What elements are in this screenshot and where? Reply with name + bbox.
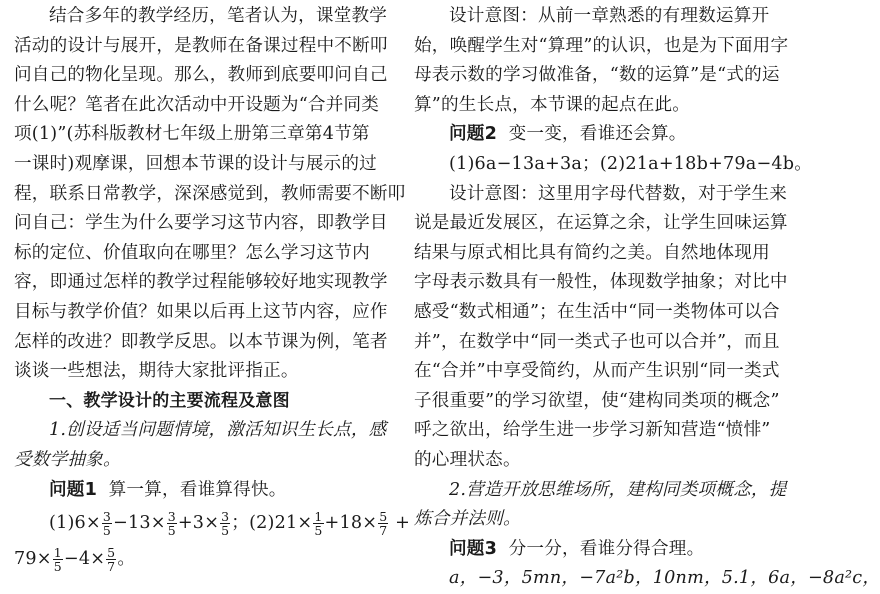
problem-label: 问题3 xyxy=(449,538,498,559)
subsection-heading: 2.营造开放思维场所，建构同类项概念，提 xyxy=(449,479,787,500)
problem-text: 算一算，看谁算得快。 xyxy=(108,479,287,500)
right-column xyxy=(414,2,880,594)
text-line: 标的定位、价值取向在哪里？怎么学习这节内 xyxy=(14,242,370,263)
formula-term: +3× xyxy=(177,513,220,534)
formula-line xyxy=(14,541,390,577)
text-line: 活动的设计与展开，是教师在备课过程中不断叩 xyxy=(14,35,388,56)
text-line: 程，联系日常教学，深深感觉到，教师需要不断叩 xyxy=(14,183,406,204)
text-line: 项(1)”(苏科版教材七年级上册第三章第4节第 xyxy=(14,124,370,145)
text-line: 子很重要”的学习欲望，使“建构同类项的概念” xyxy=(414,390,780,411)
text-line: 结合多年的教学经历，笔者认为，课堂教学 xyxy=(49,6,388,26)
terms-line: a，−3，5mn，−7a²b，10nm，5.1，6a，−8a²c， xyxy=(449,568,880,589)
text-line: 结果与原式相比具有简约之美。自然地体现用 xyxy=(414,242,770,263)
text-line: 什么呢？笔者在此次活动中开设题为“合并同类 xyxy=(14,94,380,115)
text-line: 在“合并”中享受简约，从而产生识别“同一类式 xyxy=(414,361,780,382)
text-line: 怎样的改进？即教学反思。以本节课为例，笔者 xyxy=(14,331,388,352)
text-line: 算”的生长点，本节课的起点在此。 xyxy=(414,94,691,115)
subsection-heading: 1.创设适当问题情境，激活知识生长点，感 xyxy=(49,420,387,441)
fraction: $\frac{3}{5}$ xyxy=(221,508,230,538)
problem-1 xyxy=(14,476,390,506)
text-line: 字母表示数具有一般性，体现数学抽象；对比中 xyxy=(414,272,788,293)
formula-line xyxy=(14,505,411,541)
fraction: $\frac{1}{5}$ xyxy=(53,544,62,574)
formula-sep: ； xyxy=(231,513,250,534)
section-heading: 一、教学设计的主要流程及意图 xyxy=(49,390,290,411)
text-line: 谈谈一些想法，期待大家批评指正。 xyxy=(14,361,299,382)
subsection-heading-cont: 受数学抽象。 xyxy=(14,449,121,470)
text-line: 母表示数的学习做准备，“数的运算”是“式的运 xyxy=(414,65,780,86)
fraction: $\frac{5}{7}$ xyxy=(379,508,388,538)
text-line: 问自己：学生为什么要学习这节内容，即教学目 xyxy=(14,213,388,234)
formula-term: +18× xyxy=(324,513,378,534)
text-line: 问自己的物化呈现。那么，教师到底要叩问自己 xyxy=(14,65,388,86)
fraction: $\frac{1}{5}$ xyxy=(314,508,323,538)
text-line: 的心理状态。 xyxy=(414,449,521,470)
fraction: $\frac{3}{5}$ xyxy=(102,508,112,538)
problem-3 xyxy=(414,535,792,565)
formula-line: (1)6a−13a+3a；(2)21a+18b+79a−4b。 xyxy=(449,153,813,174)
formula-term: + xyxy=(395,513,411,534)
formula-term: −13× xyxy=(113,513,166,534)
problem-text: 变一变，看谁还会算。 xyxy=(508,124,687,145)
left-column xyxy=(14,2,411,577)
formula-part-label: (1) xyxy=(49,513,75,534)
text-line: 并”，在数学中“同一类式子也可以合并”，而且 xyxy=(414,331,780,352)
formula-part-label: (2) xyxy=(249,513,275,534)
text-line: 感受“数式相通”；在生活中“同一类物体可以合 xyxy=(414,301,780,322)
subsection-heading-cont: 炼合并法则。 xyxy=(414,509,521,530)
formula-term: −4× xyxy=(63,549,106,570)
fraction: $\frac{3}{5}$ xyxy=(167,508,176,538)
text-line: 说是最近发展区，在运算之余，让学生回味运算 xyxy=(414,213,788,234)
formula-term: 21× xyxy=(274,513,313,534)
formula-term: 79× xyxy=(14,549,52,570)
fraction: $\frac{5}{7}$ xyxy=(107,544,116,574)
formula-term: 6× xyxy=(74,513,101,534)
text-line: 设计意图：这里用字母代替数，对于学生来 xyxy=(449,183,788,204)
text-line: 一课时)观摩课，回想本节课的设计与展示的过 xyxy=(14,153,377,174)
text-line: 容，即通过怎样的教学过程能够较好地实现教学 xyxy=(14,272,388,293)
problem-label: 问题2 xyxy=(449,124,498,145)
text-line: 设计意图：从前一章熟悉的有理数运算开 xyxy=(449,6,770,26)
formula-end: 。 xyxy=(117,549,136,570)
text-line: 目标与教学价值？如果以后再上这节内容，应作 xyxy=(14,301,388,322)
problem-label: 问题1 xyxy=(49,479,98,500)
text-line: 呼之欲出，给学生进一步学习新知营造“愤悱” xyxy=(414,420,771,441)
problem-2 xyxy=(414,120,792,150)
problem-text: 分一分，看谁分得合理。 xyxy=(508,538,705,559)
text-line: 始，唤醒学生对“算理”的认识，也是为下面用字 xyxy=(414,35,789,56)
